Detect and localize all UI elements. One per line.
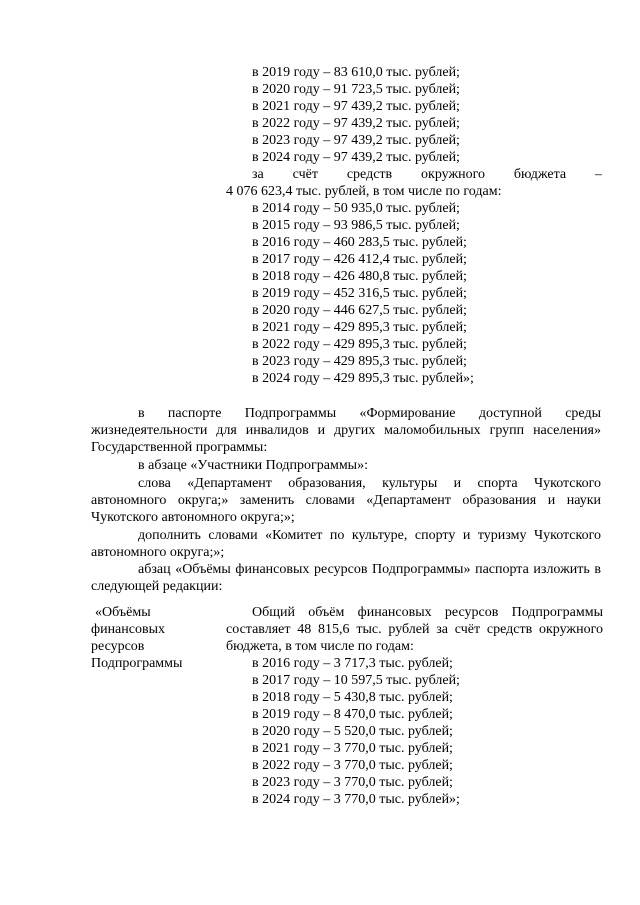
top-year-list: [252, 64, 460, 166]
paragraph-add-words: дополнить словами «Комитет по культуре, спорту и туризму Чукотского автономного округа;»;: [91, 528, 601, 560]
list-item: в 2017 году – 426 412,4 тыс. рублей;: [252, 252, 467, 267]
paragraph-passport: в паспорте Подпрограммы «Формирование доступной среды жизнедеятельности для инвалидов и других маломобильных групп населения» Государственной программы:: [91, 406, 601, 455]
list-item: в 2016 году – 3 717,3 тыс. рублей;: [252, 656, 453, 671]
list-item: в 2022 году – 429 895,3 тыс. рублей;: [252, 337, 467, 352]
list-item: в 2020 году – 446 627,5 тыс. рублей;: [252, 303, 467, 318]
list-item: в 2018 году – 5 430,8 тыс. рублей;: [252, 690, 453, 705]
paragraph-replace-words: слова «Департамент образования, культуры и спорта Чукотского автономного округа;» заменить словами «Департамент образования и науки Чукотского автономного округа;»;: [91, 476, 601, 525]
table-left-column: [91, 604, 221, 672]
table-right-year-list: [252, 655, 460, 808]
list-item: в 2017 году – 10 597,5 тыс. рублей;: [252, 673, 460, 688]
list-item: в 2015 году – 93 986,5 тыс. рублей;: [252, 218, 460, 233]
table-left-line: финансовых: [91, 622, 165, 637]
list-item: в 2014 году – 50 935,0 тыс. рублей;: [252, 201, 460, 216]
list-item: в 2023 году – 3 770,0 тыс. рублей;: [252, 775, 453, 790]
list-item: в 2022 году – 3 770,0 тыс. рублей;: [252, 758, 453, 773]
list-item: в 2019 году – 452 316,5 тыс. рублей;: [252, 286, 467, 301]
list-item: в 2023 году – 429 895,3 тыс. рублей;: [252, 354, 467, 369]
list-item: в 2021 году – 97 439,2 тыс. рублей;: [252, 99, 460, 114]
okrug-intro-line2: 4 076 623,4 тыс. рублей, в том числе по годам:: [226, 184, 502, 199]
okrug-intro-line1: за счёт средств окружного бюджета –: [252, 167, 602, 182]
list-item: в 2020 году – 5 520,0 тыс. рублей;: [252, 724, 453, 739]
list-item: в 2024 году – 97 439,2 тыс. рублей;: [252, 150, 460, 165]
list-item: в 2016 году – 460 283,5 тыс. рублей;: [252, 235, 467, 250]
okrug-year-list: [252, 200, 474, 387]
list-item: в 2022 году – 97 439,2 тыс. рублей;: [252, 116, 460, 131]
list-item: в 2019 году – 83 610,0 тыс. рублей;: [252, 65, 460, 80]
table-left-line: «Объёмы: [95, 605, 151, 620]
list-item: в 2023 году – 97 439,2 тыс. рублей;: [252, 133, 460, 148]
table-left-line: Подпрограммы: [91, 656, 183, 671]
list-item: в 2024 году – 429 895,3 тыс. рублей»;: [252, 371, 474, 386]
paragraph-participants: в абзаце «Участники Подпрограммы»:: [138, 458, 368, 473]
list-item: в 2018 году – 426 480,8 тыс. рублей;: [252, 269, 467, 284]
table-left-line: ресурсов: [91, 639, 145, 654]
paragraph-paragraph-edit: абзац «Объёмы финансовых ресурсов Подпрограммы» паспорта изложить в следующей редакции:: [91, 562, 601, 594]
table-right-intro: Общий объём финансовых ресурсов Подпрограммы составляет 48 815,6 тыс. рублей за счёт средств окружного бюджета, в том числе по годам:: [226, 605, 603, 654]
list-item: в 2020 году – 91 723,5 тыс. рублей;: [252, 82, 460, 97]
list-item: в 2021 году – 3 770,0 тыс. рублей;: [252, 741, 453, 756]
list-item: в 2019 году – 8 470,0 тыс. рублей;: [252, 707, 453, 722]
list-item: в 2024 году – 3 770,0 тыс. рублей»;: [252, 792, 460, 807]
list-item: в 2021 году – 429 895,3 тыс. рублей;: [252, 320, 467, 335]
